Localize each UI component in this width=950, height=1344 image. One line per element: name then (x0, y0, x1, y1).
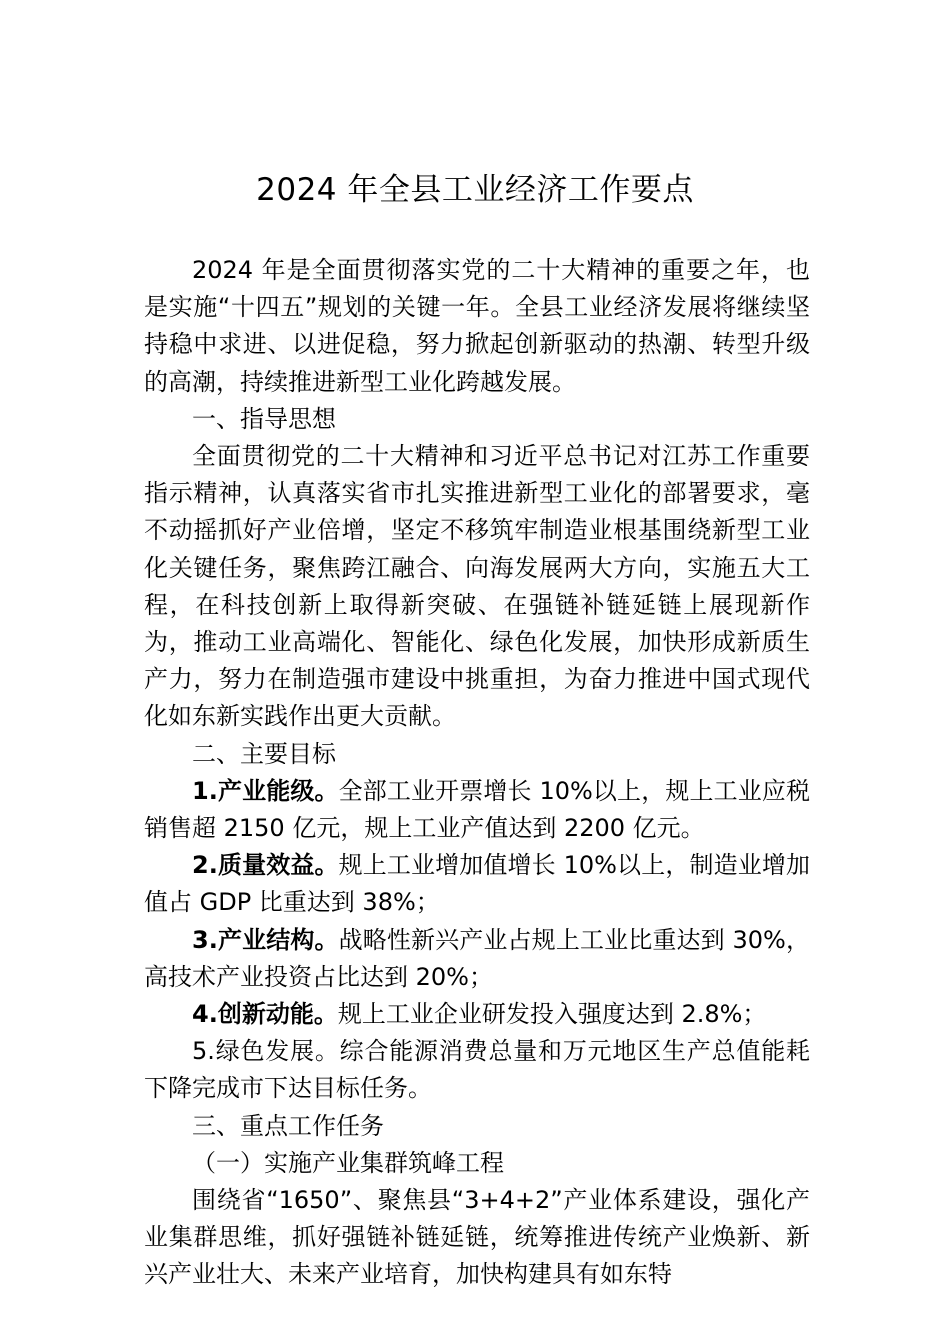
goal-lead-structure: 3.产业结构。 (192, 925, 339, 954)
subsection-heading-industry-cluster: （一）实施产业集群筑峰工程 (192, 1148, 504, 1177)
goal-lead-quality: 2.质量效益。 (192, 851, 339, 880)
goal-lead-industry-level: 1.产业能级。 (192, 776, 339, 805)
goal-text-industry-level: 全部工业开票增长 10%以上，规上工业应税销售超 2150 亿元，规上工业产值达到 2200 亿元。 (144, 776, 810, 843)
goal-item-structure (144, 922, 810, 996)
industry-cluster-paragraph: 围绕省“1650”、聚焦县“3+4+2”产业体系建设，强化产业集群思维，抓好强链补链延链，统筹推进传统产业焕新、新兴产业壮大、未来产业培育，加快构建具有如东特 (144, 1186, 810, 1289)
goal-lead-innovation: 4.创新动能。 (192, 1000, 338, 1029)
goal-item-green: 5.绿色发展。综合能源消费总量和万元地区生产总值能耗下降完成市下达目标任务。 (144, 1037, 810, 1103)
goal-text-innovation: 规上工业企业研发投入强度达到 2.8%； (337, 1000, 767, 1029)
section-heading-main-goals: 二、主要目标 (192, 739, 336, 768)
goal-text-structure: 战略性新兴产业占规上工业比重达到 30%，高技术产业投资占比达到 20%； (144, 925, 810, 991)
goal-item-industry-level (144, 773, 810, 847)
document-title: 2024 年全县工业经济工作要点 (256, 172, 694, 208)
goal-item-quality (144, 847, 810, 921)
intro-paragraph: 2024 年是全面贯彻落实党的二十大精神的重要之年，也是实施“十四五”规划的关键一年。全县工业经济发展将继续坚持稳中求进、以进促稳，努力掀起创新驱动的热潮、转型升级的高潮，持续推进新型工业化跨越发展。 (144, 256, 810, 396)
guiding-thought-paragraph: 全面贯彻党的二十大精神和习近平总书记对江苏工作重要指示精神，认真落实省市扎实推进新型工业化的部署要求，毫不动摇抓好产业倍增，坚定不移筑牢制造业根基围绕新型工业化关键任务，聚焦跨江融合、向海发展两大方向，实施五大工程，在科技创新上取得新突破、在强链补链延链上展现新作为，推动工业高端化、智能化、绿色化发展，加快形成新质生产力，努力在制造强市建设中挑重担，为奋力推进中国式现代化如东新实践作出更大贡献。 (144, 442, 810, 731)
section-heading-guiding-thought: 一、指导思想 (192, 404, 336, 433)
goal-item-innovation (144, 996, 810, 1033)
section-heading-key-tasks: 三、重点工作任务 (192, 1111, 384, 1140)
goal-text-quality: 规上工业增加值增长 10%以上，制造业增加值占 GDP 比重达到 38%； (144, 851, 810, 917)
document-body (144, 252, 810, 1294)
